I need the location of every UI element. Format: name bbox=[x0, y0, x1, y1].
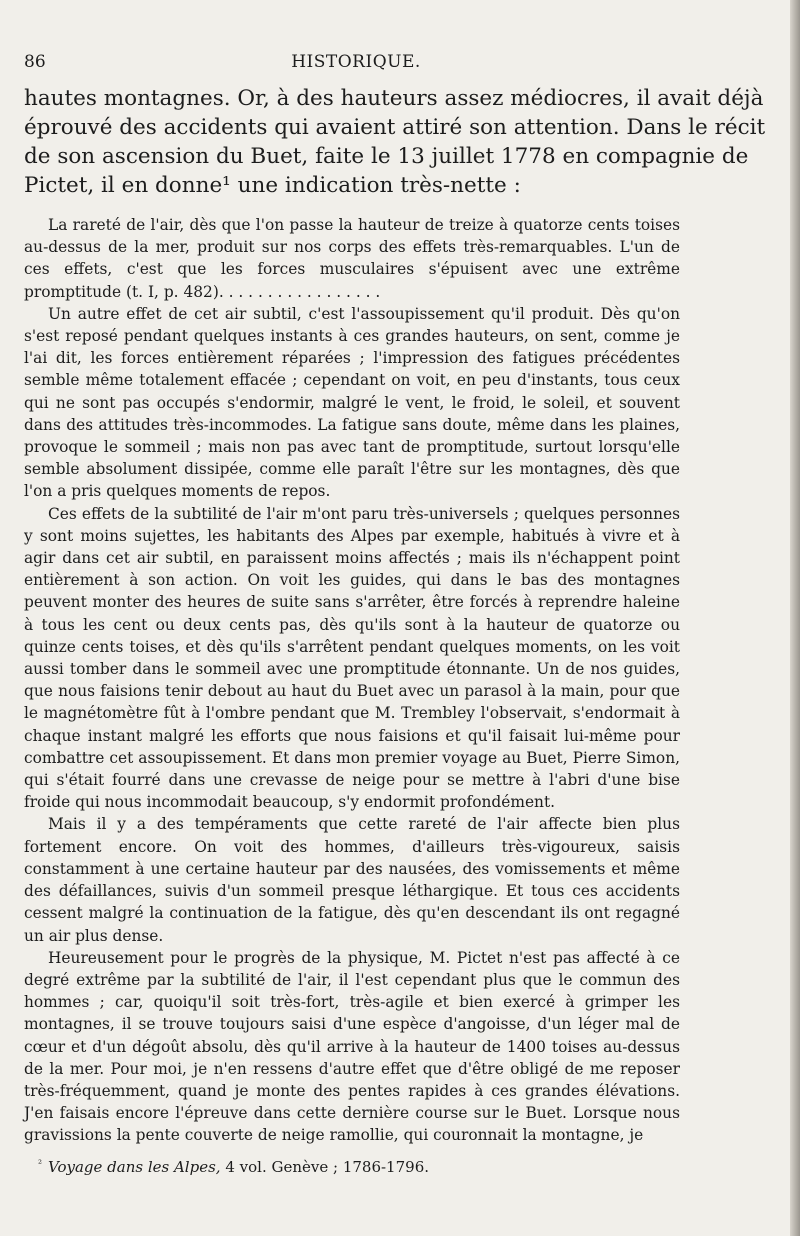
quote-paragraph: Mais il y a des tempéraments que cette rareté de l'air affecte bien plus fortement encore. On voit des hommes, d'ailleurs très-vigoureux, saisis constamment à une certaine hauteur par des nausées, des vomissements et même des défaillances, suivis d'un sommeil presque léthargique. Et tous ces accidents cessent malgré la continuation de la fatigue, dès qu'en descendant ils ont regagné un air plus dense. bbox=[24, 815, 680, 945]
lead-line: éprouvé des accidents qui avaient attiré son attention. Dans le récit bbox=[24, 115, 766, 140]
quoted-passage bbox=[24, 214, 680, 1147]
lead-line: Pictet, il en donne¹ une indication très-nette : bbox=[24, 173, 521, 198]
page-edge bbox=[790, 0, 800, 1236]
quote-paragraph: Heureusement pour le progrès de la physique, M. Pictet n'est pas affecté à ce degré extrême par la subtilité de l'air, il l'est cependant plus que le commun des hommes ; car, quoiqu'il soit très-fort, très-agile et bien exercé à grimper les montagnes, il se trouve toujours saisi d'une espèce d'angoisse, d'un léger mal de cœur et d'un dégoût absolu, dès qu'il arrive à la hauteur de 1400 toises au-dessus de la mer. Pour moi, je n'en ressens d'autre effet que d'être obligé de me reposer très-fréquemment, quand je monte des pentes rapides à ces grandes élévations. J'en faisais encore l'épreuve dans cette dernière course sur le Buet. Lorsque nous gravissions la pente couverte de neige ramollie, qui couronnait la montagne, je bbox=[24, 948, 680, 1145]
running-title: HISTORIQUE. bbox=[291, 52, 421, 72]
page-number: 86 bbox=[24, 52, 46, 72]
lead-line: de son ascension du Buet, faite le 13 juillet 1778 en compagnie de bbox=[24, 144, 749, 169]
footnote-title: Voyage dans les Alpes, bbox=[48, 1158, 221, 1176]
lead-line: hautes montagnes. Or, à des hauteurs assez médiocres, il avait déjà bbox=[24, 86, 764, 111]
quote-paragraph: Ces effets de la subtilité de l'air m'ont paru très-universels ; quelques personnes y sont moins sujettes, les habitants des Alpes par exemple, habitués à vivre et à agir dans cet air subtil, en paraissent moins affectés ; mais ils n'échappent point entièrement à son action. On voit les guides, qui dans le bas des montagnes peuvent monter des heures de suite sans s'arrêter, être forcés à reprendre haleine à tous les cent ou deux cents pas, dès qu'ils sont à la hauteur de quatorze ou quinze cents toises, et dès qu'ils s'arrêtent pendant quelques moments, on les voit aussi tomber dans le sommeil avec une promptitude étonnante. Un de nos guides, que nous faisions tenir debout au haut du Buet avec un parasol à la main, pour que le magnétomètre fût à l'ombre pendant que M. Trembley l'observait, s'endormait à chaque instant malgré les efforts que nous faisions et qu'il faisait lui-même pour combattre cet assoupissement. Et dans mon premier voyage au Buet, Pierre Simon, qui s'était fourré dans une crevasse de neige pour se mettre à l'abri d'une bise froide qui nous incommodait beaucoup, s'y endormit profondément. bbox=[24, 504, 680, 812]
footnote bbox=[24, 1155, 680, 1177]
footnote-mark: ² bbox=[38, 1159, 43, 1170]
quote-paragraph: Un autre effet de cet air subtil, c'est l'assoupissement qu'il produit. Dès qu'on s'est reposé pendant quelques instants à ces grandes hauteurs, on sent, comme je l'ai dit, les forces entièrement réparées ; l'impression des fatigues précédentes semble même totalement effacée ; cependant on voit, en peu d'instants, tous ceux qui ne sont pas occupés s'endormir, malgré le vent, le froid, le soleil, et souvent dans des attitudes très-incommodes. La fatigue sans doute, même dans les plaines, provoque le sommeil ; mais non pas avec tant de promptitude, surtout lorsqu'elle semble absolument dissipée, comme elle paraît l'être sur les montagnes, dès que l'on a pris quelques moments de repos. bbox=[24, 304, 680, 501]
footnote-text: 4 vol. Genève ; 1786-1796. bbox=[220, 1158, 430, 1176]
lead-paragraph bbox=[24, 84, 766, 200]
quote-paragraph: La rareté de l'air, dès que l'on passe la hauteur de treize à quatorze cents toises au-dessus de la mer, produit sur nos corps des effets très-remarquables. L'un de ces effets, c'est que les forces musculaires s'épuisent avec une extrême promptitude (t. I, p. 482). . . . . . . . . . . . . . . . . bbox=[24, 216, 680, 301]
running-header bbox=[24, 52, 688, 76]
